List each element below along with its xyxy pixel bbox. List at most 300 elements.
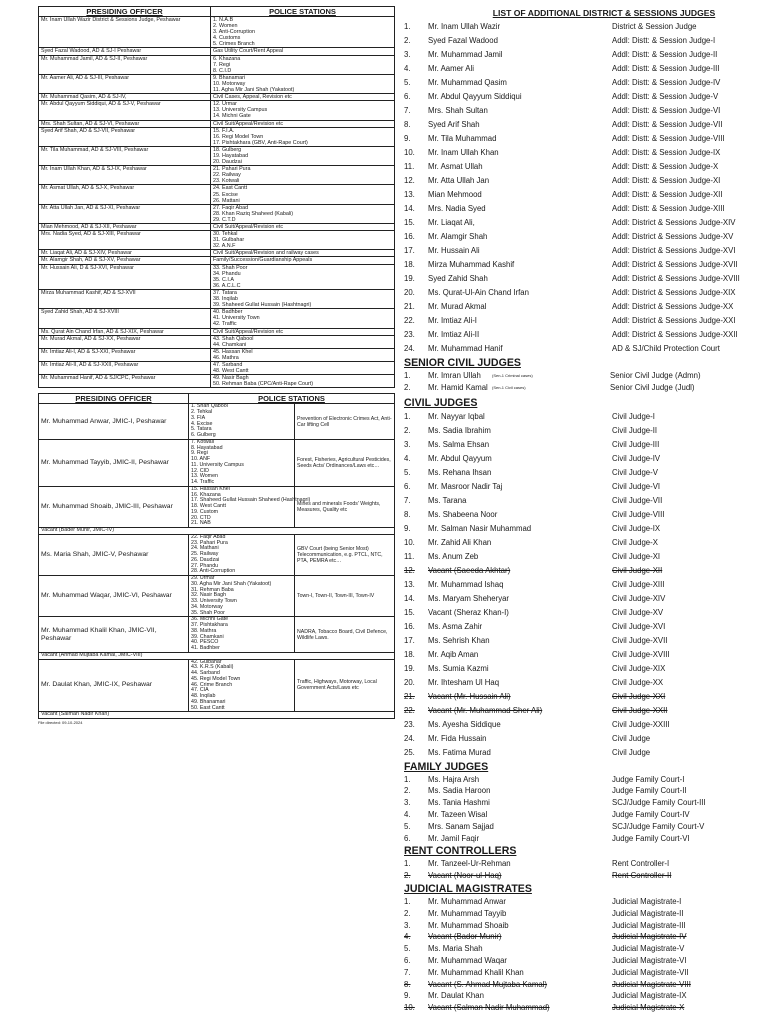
- designation: Civil Judge-XII: [612, 565, 663, 575]
- right-column: [404, 6, 764, 1014]
- officer-name: Mr. Muhammad Anwar: [428, 896, 506, 906]
- designation: Judicial Magistrate-III: [612, 920, 686, 930]
- presiding-officer-cell: Mr. Inam Ullah Khan, AD & SJ-IX, Peshawar: [39, 166, 211, 185]
- police-stations-cell: [211, 94, 395, 101]
- table-row: [39, 94, 395, 101]
- item-number: 16.: [404, 621, 415, 631]
- presiding-officer-cell: Mr. Muhammad Shoaib, JMIC-III, Peshawar: [39, 486, 189, 527]
- station-item: 48. Inqilab: [191, 693, 216, 700]
- table-row: [39, 257, 395, 264]
- list-item: [404, 328, 764, 342]
- designation: Addl: Distt: & Session Judge-V: [612, 92, 719, 101]
- designation: Addl: District & Sessions Judge-XVIII: [612, 274, 740, 283]
- officer-name: Mr. Asmat Ullah: [428, 162, 483, 171]
- designation: Addl: Distt: & Session Judge-VI: [612, 106, 721, 115]
- list-item: [404, 1002, 764, 1014]
- item-number: 9.: [404, 134, 411, 143]
- fj-list: [404, 774, 764, 845]
- fj-title: FAMILY JUDGES: [404, 760, 489, 773]
- list-item: [404, 480, 764, 494]
- list-item: [404, 438, 764, 452]
- jurisdiction-remarks-cell: Traffic, Highways, Motorway, Local Government Acts/Laws etc: [295, 659, 395, 712]
- item-number: 11.: [404, 551, 415, 561]
- designation: District & Session Judge: [612, 22, 697, 31]
- presiding-officer-cell: Ms. Qurat Ain Chand Irfan, AD & SJ-XIX, Peshawar: [39, 328, 211, 335]
- table-row: [39, 404, 395, 440]
- table-row: [39, 204, 395, 223]
- station-item: 14. Michni Gate: [213, 113, 251, 120]
- table-row: [39, 439, 395, 486]
- station-item: 49. Bhanamari: [191, 698, 226, 705]
- officer-name: Vacant (Salman Nadir Muhammad): [428, 1003, 550, 1013]
- item-number: 4.: [404, 809, 411, 819]
- item-number: 8.: [404, 979, 411, 989]
- item-number: 22.: [404, 705, 415, 715]
- designation: Judicial Magistrate-II: [612, 908, 684, 918]
- jm-title: JUDICIAL MAGISTRATES: [404, 882, 532, 895]
- officer-name: Syed Zahid Shah: [428, 274, 488, 283]
- list-item: [404, 76, 764, 90]
- table-row: [39, 289, 395, 308]
- item-number: 5.: [404, 78, 411, 87]
- officer-name: Mr. Fida Hussain: [428, 733, 487, 743]
- left-column: [38, 6, 394, 725]
- officer-name: Mr. Aqib Aman: [428, 649, 479, 659]
- station-item: Gas Utility Court/Rent Appeal: [213, 48, 284, 55]
- designation: Rent Controller-II: [612, 871, 672, 881]
- table-row: [39, 231, 395, 250]
- station-item: 24. Mathani: [191, 545, 219, 552]
- officer-name: Mr. Jamil Faqir: [428, 833, 480, 843]
- station-item: 18. West Cantt: [191, 503, 226, 510]
- list-item: [404, 48, 764, 62]
- station-item: 30. Agha Mir Jani Shah (Yakatoot): [191, 580, 272, 587]
- item-number: 7.: [404, 106, 411, 115]
- station-item: 5. Crimes Branch: [213, 41, 255, 48]
- list-item: [404, 774, 764, 786]
- officer-name: Ms. Maryam Sheheryar: [428, 593, 510, 603]
- item-number: 1.: [404, 371, 411, 380]
- officer-name: Mr. Abdul Qayyum Siddiqui: [428, 92, 522, 101]
- officer-name: Mr. Inam Ullah Khan: [428, 148, 499, 157]
- officer-name: Mr. Inam Ullah Wazir: [428, 22, 501, 31]
- officer-name: Ms. Fatima Murad: [428, 747, 491, 757]
- officer-name: Mr. Daulat Khan: [428, 991, 484, 1001]
- list-item: [404, 920, 764, 932]
- police-stations-cell: [211, 224, 395, 231]
- designation: Senior Civil Judge (Judl): [610, 382, 695, 392]
- item-number: 3.: [404, 439, 411, 449]
- table-row: [39, 659, 395, 712]
- table-header-row: [39, 394, 395, 404]
- station-item: 41. Badhber: [191, 645, 220, 652]
- item-number: 23.: [404, 330, 415, 339]
- officer-name: Mr. Hussain Ali: [428, 246, 480, 255]
- list-item: [404, 536, 764, 550]
- jurisdiction-remarks-cell: Forest, Fisheries, Agricultural Pesticides, Seeds Acts/ Ordinances/Laws etc…: [295, 439, 395, 486]
- vacant-cell: Vacant (Ahmad Mujtaba Kamal, JMIC-VIII): [39, 652, 395, 659]
- station-item: 37. Tatara: [213, 289, 237, 296]
- item-number: 16.: [404, 232, 415, 241]
- item-number: 20.: [404, 288, 415, 297]
- police-stations-cell: [189, 404, 295, 440]
- list-item: [404, 300, 764, 314]
- station-item: 7. Kotwali: [191, 438, 214, 445]
- item-number: 14.: [404, 593, 415, 603]
- station-item: 39. Shaheed Gullat Hussain (Hashtnagri): [213, 302, 312, 309]
- table-row: [39, 335, 395, 348]
- jurisdiction-remarks-cell: NADRA, Tobacco Board, Civil Defence, Wildlife Laws.: [295, 617, 395, 653]
- station-item: 44. Chamkani: [213, 341, 247, 348]
- station-item: 19. Custom: [191, 508, 219, 515]
- designation: Civil Judge-VII: [612, 495, 663, 505]
- station-item: 20. CTD: [191, 514, 211, 521]
- designation: Addl: District & Sessions Judge-XVI: [612, 246, 736, 255]
- list-item: [404, 620, 764, 634]
- officer-name: Ms. Tania Hashmi: [428, 798, 490, 808]
- designation: Civil Judge-XVII: [612, 635, 668, 645]
- table-row: [39, 576, 395, 617]
- station-item: 41. University Town: [213, 315, 260, 322]
- station-item: 14. Traffic: [191, 479, 215, 486]
- list-item: [404, 732, 764, 746]
- station-item: 27. Faqir Abad: [213, 204, 249, 211]
- police-stations-cell: [189, 534, 295, 575]
- designation: Civil Judge-XI: [612, 551, 661, 561]
- designation: Addl: Distt: & Session Judge-VIII: [612, 134, 725, 143]
- item-number: 9.: [404, 523, 411, 533]
- table-row: [39, 250, 395, 257]
- vacant-cell: Vacant (Salman Nadir Khan): [39, 712, 395, 719]
- jurisdiction-remarks-cell: Prevention of Electronic Crimes Act, Anti-Car lifting Cell: [295, 404, 395, 440]
- table-header-row: [39, 7, 395, 17]
- table-row: [39, 185, 395, 204]
- station-item: 50. East Cantt: [191, 704, 225, 711]
- officer-name: Mr. Imtiaz Ali-I: [428, 316, 477, 325]
- list-item: [404, 314, 764, 328]
- list-item: [404, 797, 764, 809]
- designation: SCJ/Judge Family Court-III: [612, 798, 706, 808]
- officer-name: Ms. Rehana Ihsan: [428, 467, 492, 477]
- station-item: Civil Suit/Appeal/Revision etc: [213, 328, 284, 335]
- item-number: 2.: [404, 425, 411, 435]
- cj-list: [404, 410, 764, 760]
- list-item: [404, 174, 764, 188]
- list-item: [404, 62, 764, 76]
- presiding-officer-cell: Mian Mehmood, AD & SJ-XII, Peshawar: [39, 224, 211, 231]
- station-item: 1. N.A.B: [213, 17, 234, 23]
- presiding-officer-cell: Mr. Liaqat Ali, AD & SJ-XIV, Peshawar: [39, 250, 211, 257]
- item-number: 24.: [404, 733, 415, 743]
- list-item: [404, 104, 764, 118]
- designation: Civil Judge-XX: [612, 677, 664, 687]
- designation: Civil Judge-XVIII: [612, 649, 670, 659]
- jurisdiction-remarks-cell: Town-I, Town-II, Town-III, Town-IV: [295, 576, 395, 617]
- designation: Addl: District & Sessions Judge-XX: [612, 302, 734, 311]
- jm-list: [404, 896, 764, 1014]
- station-item: 27. Phandu: [191, 562, 219, 569]
- station-item: 15. F.I.A.: [213, 127, 235, 134]
- station-item: 5. Tatara: [191, 426, 212, 433]
- table-row: [39, 361, 395, 374]
- designation: Addl: District & Sessions Judge-XVII: [612, 260, 738, 269]
- item-number: 18.: [404, 649, 415, 659]
- list-item: [404, 896, 764, 908]
- jurisdiction-remarks-cell: Mines and minerals Foods' Weights, Measures, Quality etc: [295, 486, 395, 527]
- item-number: 11.: [404, 162, 415, 171]
- item-number: 6.: [404, 955, 411, 965]
- police-stations-cell: [211, 146, 395, 165]
- station-item: 3. Anti-Corruption: [213, 29, 255, 36]
- item-number: 13.: [404, 579, 415, 589]
- station-item: 4. Excise: [191, 420, 213, 427]
- magistrates-police-stations-table: [38, 393, 395, 719]
- officer-name: Ms. Salma Ehsan: [428, 439, 490, 449]
- item-number: 18.: [404, 260, 415, 269]
- police-stations-cell: [211, 289, 395, 308]
- designation: Addl: District & Sessions Judge-XXI: [612, 316, 736, 325]
- item-number: 1.: [404, 774, 411, 784]
- designation: Civil Judge-III: [612, 439, 660, 449]
- designation: SCJ/Judge Family Court-V: [612, 821, 705, 831]
- designation: Addl: Distt: & Session Judge-IX: [612, 148, 721, 157]
- officer-name: Mr. Abdul Qayyum: [428, 453, 492, 463]
- item-number: 19.: [404, 663, 415, 673]
- station-item: 36. Michni Gate: [191, 616, 229, 623]
- list-item: [404, 522, 764, 536]
- item-number: 7.: [404, 495, 411, 505]
- police-stations-cell: [211, 348, 395, 361]
- designation: Addl: Distt: & Session Judge-VII: [612, 120, 723, 129]
- list-item: [404, 286, 764, 300]
- item-number: 3.: [404, 920, 411, 930]
- list-item: [404, 118, 764, 132]
- designation: Rent Controller-I: [612, 859, 670, 869]
- list-item: [404, 606, 764, 620]
- item-number: 6.: [404, 481, 411, 491]
- officer-name: Vacant (Bador Munir): [428, 932, 502, 942]
- police-stations-cell: [211, 264, 395, 289]
- police-stations-cell: [189, 617, 295, 653]
- police-stations-cell: [211, 166, 395, 185]
- designation: Addl: Distt: & Session Judge-II: [612, 50, 718, 59]
- table-row: [39, 224, 395, 231]
- item-number: 8.: [404, 120, 411, 129]
- item-number: 4.: [404, 64, 411, 73]
- item-number: 1.: [404, 859, 411, 869]
- station-item: 40. Badhber: [213, 309, 243, 316]
- officer-name: Mr. Nayyar Iqbal: [428, 411, 485, 421]
- table-row: [39, 375, 395, 388]
- list-item: [404, 216, 764, 230]
- item-number: 7.: [404, 967, 411, 977]
- table-row: [39, 328, 395, 335]
- police-stations-cell: [189, 576, 295, 617]
- designation: Addl: Distt: & Session Judge-IV: [612, 78, 721, 87]
- officer-name: Mr. Tanzeel-Ur-Rehman: [428, 859, 511, 869]
- presiding-officer-cell: Mirza Muhammad Kashif, AD & SJ-XVII: [39, 289, 211, 308]
- scj-title: SENIOR CIVIL JUDGES: [404, 357, 521, 369]
- officer-name: Mr. Atta Ullah Jan: [428, 176, 490, 185]
- presiding-officer-cell: Mr. Muhammad Anwar, JMIC-I, Peshawar: [39, 404, 189, 440]
- police-stations-cell: [211, 127, 395, 146]
- designation: Addl: District & Sessions Judge-XIV: [612, 218, 736, 227]
- officer-name: Mian Mehmood: [428, 190, 482, 199]
- officer-name: Ms. Maria Shah: [428, 944, 483, 954]
- list-item: [404, 967, 764, 979]
- item-number: 8.: [404, 509, 411, 519]
- list-item: [404, 508, 764, 522]
- item-number: 6.: [404, 833, 411, 843]
- list-item: [404, 592, 764, 606]
- station-item: 47. CIA: [191, 687, 209, 694]
- table-row: [39, 101, 395, 120]
- presiding-officer-header: PRESIDING OFFICER: [39, 7, 211, 17]
- item-number: 1.: [404, 411, 411, 421]
- station-item: 22. Faqir Abad: [191, 533, 226, 540]
- list-item: [404, 662, 764, 676]
- designation: Civil Judge-VI: [612, 481, 661, 491]
- station-item: 7. Regi: [213, 61, 231, 68]
- presiding-officer-cell: Mr. Muhammad Jamil, AD & SJ-II, Peshawar: [39, 55, 211, 74]
- list-item: [404, 718, 764, 732]
- station-item: 40. PESCO: [191, 639, 219, 646]
- designation: Judicial Magistrate-VI: [612, 955, 687, 965]
- ads-list: [404, 20, 764, 356]
- designation: Judicial Magistrate-IX: [612, 991, 687, 1001]
- item-number: 5.: [404, 467, 411, 477]
- station-item: 49. Nasir Bagh: [213, 375, 249, 382]
- designation: Civil Judge-IX: [612, 523, 661, 533]
- rc-list: [404, 858, 764, 882]
- station-item: 29. Urmar: [191, 575, 215, 582]
- station-item: 2. Women: [213, 23, 238, 30]
- designation: Civil Judge-V: [612, 467, 658, 477]
- designation: Civil Judge-VIII: [612, 509, 665, 519]
- designation: Judicial Magistrate-X: [612, 1003, 685, 1013]
- station-item: 16. Regi Model Town: [213, 133, 264, 140]
- presiding-officer-cell: Mr. Abdul Qayyum Siddiqui, AD & SJ-V, Peshawar: [39, 101, 211, 120]
- station-item: 42. Gulbahar: [191, 658, 222, 665]
- presiding-officer-cell: Mr. Tila Muhammad, AD & SJ-VIII, Peshawar: [39, 146, 211, 165]
- list-item: [404, 20, 764, 34]
- item-number: 4.: [404, 932, 411, 942]
- station-item: 11. Agha Mir Jani Shah (Yakatoot): [213, 87, 295, 94]
- designation: Addl: Distt: & Session Judge-X: [612, 162, 719, 171]
- item-number: 21.: [404, 691, 415, 701]
- list-item: [404, 230, 764, 244]
- list-item: [404, 382, 764, 394]
- station-item: 17. Pishtakhara (GBV, Anti-Rape Court): [213, 139, 308, 146]
- item-number: 6.: [404, 92, 411, 101]
- presiding-officer-cell: Mr. Inam Ullah Wazir District & Sessions Judge, Peshawar: [39, 17, 211, 48]
- station-item: 13. Women: [191, 473, 218, 480]
- officer-name: Mr. Liaqat Ali,: [428, 218, 475, 227]
- designation: Judicial Magistrate-IV: [612, 932, 687, 942]
- case-note: (Sen-1 Criminal cases): [492, 373, 533, 378]
- list-item: [404, 244, 764, 258]
- designation: Civil Judge-II: [612, 425, 658, 435]
- presiding-officer-cell: Syed Fazal Wadood, AD & SJ-I Peshawar: [39, 48, 211, 55]
- designation: Senior Civil Judge (Admn): [610, 371, 701, 380]
- station-item: 25. Excise: [213, 191, 238, 198]
- officer-name: Vacant (Mr. Hussain Ali): [428, 691, 511, 701]
- item-number: 12.: [404, 176, 415, 185]
- table-row: [39, 17, 395, 48]
- officer-name: Ms. Ayesha Siddique: [428, 719, 501, 729]
- station-item: 22. Railway: [213, 172, 241, 179]
- table-row: [39, 348, 395, 361]
- list-item: [404, 188, 764, 202]
- station-item: 31. Rehman Baba: [191, 586, 234, 593]
- police-stations-cell: [189, 659, 295, 712]
- designation: Addl: District & Sessions Judge-XV: [612, 232, 734, 241]
- list-item: [404, 809, 764, 821]
- officer-name: Mr. Muhammad Waqar: [428, 955, 508, 965]
- item-number: 2.: [404, 382, 411, 392]
- officer-name: Mr. Imran Ullah: [428, 371, 481, 380]
- station-item: 45. Hassan Khel: [213, 348, 253, 355]
- station-item: 32. A.N.F: [213, 243, 236, 250]
- station-item: 31. Gulbahar: [213, 237, 245, 244]
- presiding-officer-cell: Mr. Muhammad Tayyib, JMIC-II, Peshawar: [39, 439, 189, 486]
- station-item: 8. Hayatabad: [191, 444, 223, 451]
- list-item: [404, 202, 764, 216]
- designation: Judge Family Court-VI: [612, 833, 690, 843]
- designation: Civil Judge-XIII: [612, 579, 665, 589]
- cj-title: CIVIL JUDGES: [404, 396, 478, 409]
- station-item: 3. FIA: [191, 414, 206, 421]
- designation: AD & SJ/Child Protection Court: [612, 344, 720, 353]
- item-number: 2.: [404, 36, 411, 45]
- police-stations-cell: [211, 204, 395, 223]
- police-stations-cell: [189, 439, 295, 486]
- station-item: 33. Shah Poor: [213, 264, 248, 271]
- station-item: 43. K.R.S (Kabali): [191, 664, 234, 671]
- police-stations-cell: [211, 309, 395, 328]
- item-number: 22.: [404, 316, 415, 325]
- presiding-officer-cell: Syed Arif Shah, AD & SJ-VII, Peshawar: [39, 127, 211, 146]
- designation: Judicial Magistrate-I: [612, 896, 682, 906]
- station-item: Civil Suit/Appeal/Revision and railway cases: [213, 250, 319, 257]
- list-item: [404, 908, 764, 920]
- list-item: [404, 272, 764, 286]
- officer-name: Mr. Muhammad Jamil: [428, 50, 503, 59]
- presiding-officer-cell: Syed Zahid Shah, AD & SJ-XVIII: [39, 309, 211, 328]
- station-item: Family/Succession/Guardianship Appeals: [213, 257, 313, 264]
- item-number: 2.: [404, 871, 411, 881]
- officer-name: Mr. Muhammad Khalil Khan: [428, 967, 524, 977]
- station-item: Civil Suit/Appeal/Revision etc: [213, 224, 284, 230]
- list-item: [404, 34, 764, 48]
- list-item: [404, 132, 764, 146]
- designation: Judicial Magistrate-VII: [612, 967, 689, 977]
- police-stations-cell: [211, 375, 395, 388]
- item-number: 3.: [404, 50, 411, 59]
- police-stations-cell: [211, 185, 395, 204]
- station-item: 38. Mathra: [191, 627, 217, 634]
- station-item: 9. Regi: [191, 450, 208, 457]
- list-item: [404, 578, 764, 592]
- item-number: 20.: [404, 677, 415, 687]
- item-number: 2.: [404, 786, 411, 796]
- designation: Addl: Distt: & Session Judge-I: [612, 36, 716, 45]
- designation: Judge Family Court-II: [612, 786, 687, 796]
- station-item: 20. Daudzai: [213, 159, 242, 166]
- station-item: 39. Chamkani: [191, 633, 224, 640]
- table-row: [39, 486, 395, 527]
- officer-name: Mr. Muhammad Tayyib: [428, 908, 507, 918]
